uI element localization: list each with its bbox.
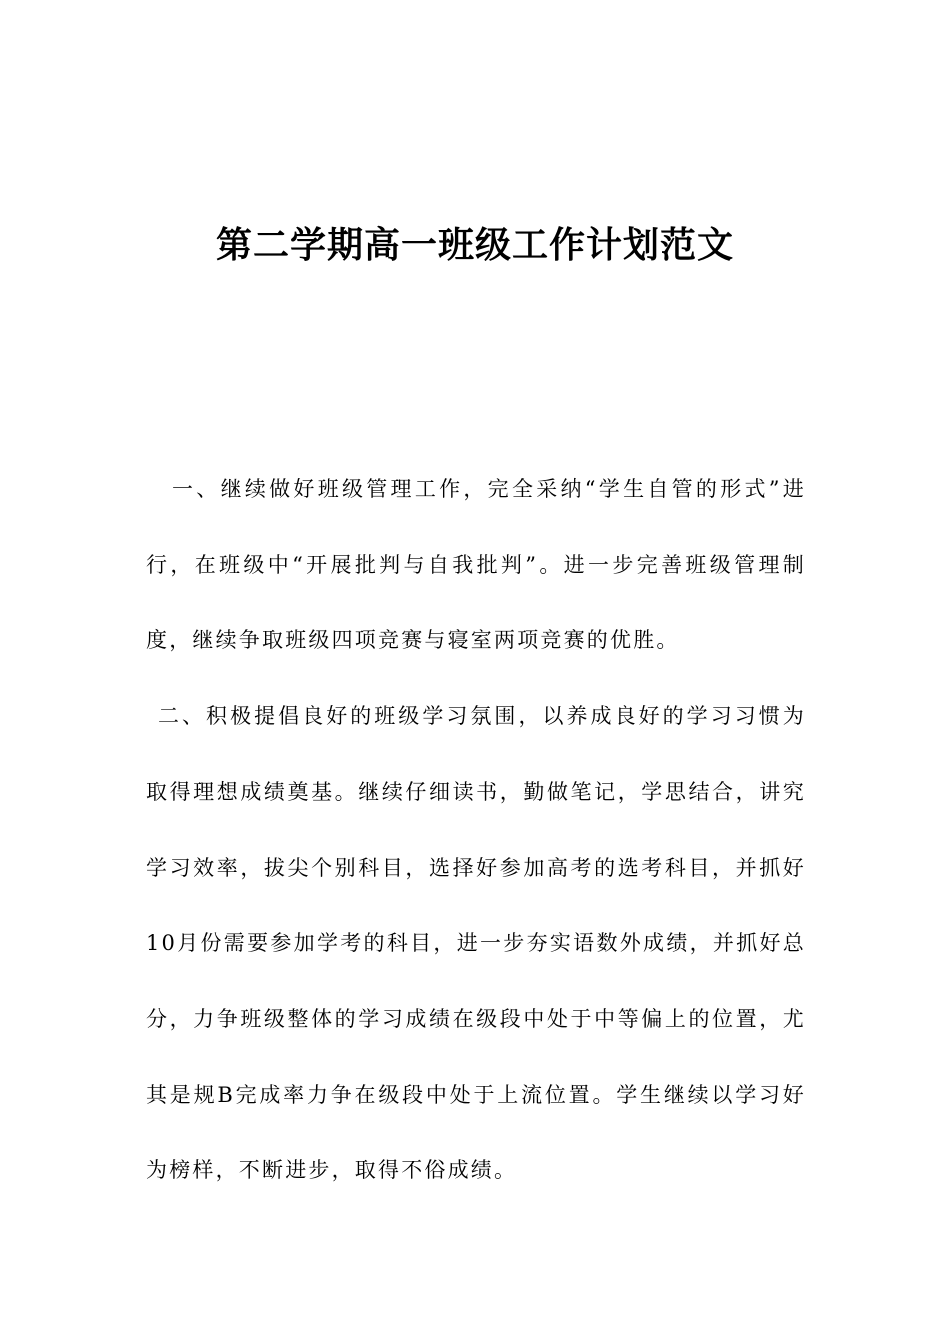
paragraph-2: 二、积极提倡良好的班级学习氛围，以养成良好的学习习惯为取得理想成绩奠基。继续仔细读书，勤做笔记，学思结合，讲究学习效率，拔尖个别科目，选择好参加高考的选考科目，并抓好10月份需要参加学考的科目，进一步夯实语数外成绩，并抓好总分，力争班级整体的学习成绩在级段中处于中等偏上的位置，尤其是规B完成率力争在级段中处于上流位置。学生继续以学习好为榜样，不断进步，取得不俗成绩。 (146, 704, 806, 1183)
paragraph-1: 一、继续做好班级管理工作，完全采纳“学生自管的形式”进行，在班级中“开展批判与自我批判”。进一步完善班级管理制度，继续争取班级四项竞赛与寝室两项竞赛的优胜。 (146, 477, 806, 653)
document-body (146, 452, 806, 1209)
document-title: 第二学期高一班级工作计划范文 (215, 225, 734, 266)
